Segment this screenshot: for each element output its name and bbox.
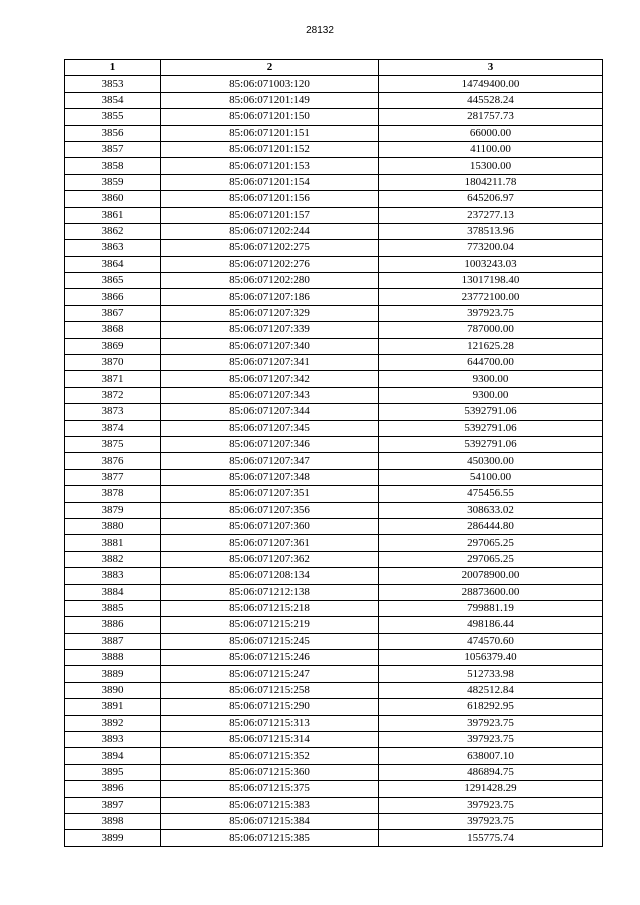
table-row — [65, 535, 603, 551]
table-row — [65, 273, 603, 289]
row-number-cell: 3887 — [65, 633, 161, 649]
cadastral-number-cell: 85:06:071003:120 — [161, 76, 379, 92]
table-row — [65, 650, 603, 666]
cadastral-number-cell: 85:06:071201:154 — [161, 174, 379, 190]
value-cell: 787000.00 — [379, 322, 603, 338]
cadastral-number-cell: 85:06:071207:345 — [161, 420, 379, 436]
cadastral-number-cell: 85:06:071215:352 — [161, 748, 379, 764]
row-number-cell: 3862 — [65, 223, 161, 239]
value-cell: 237277.13 — [379, 207, 603, 223]
row-number-cell: 3883 — [65, 568, 161, 584]
row-number-cell: 3869 — [65, 338, 161, 354]
value-cell: 23772100.00 — [379, 289, 603, 305]
cadastral-number-cell: 85:06:071207:360 — [161, 518, 379, 534]
cadastral-number-cell: 85:06:071207:351 — [161, 486, 379, 502]
table-row — [65, 715, 603, 731]
row-number-cell: 3875 — [65, 436, 161, 452]
table-row — [65, 682, 603, 698]
value-cell: 41100.00 — [379, 141, 603, 157]
cadastral-number-cell: 85:06:071207:340 — [161, 338, 379, 354]
row-number-cell: 3876 — [65, 453, 161, 469]
value-cell: 54100.00 — [379, 469, 603, 485]
table-row — [65, 109, 603, 125]
table-row — [65, 125, 603, 141]
row-number-cell: 3896 — [65, 781, 161, 797]
cadastral-number-cell: 85:06:071207:348 — [161, 469, 379, 485]
row-number-cell: 3863 — [65, 240, 161, 256]
value-cell: 397923.75 — [379, 715, 603, 731]
value-cell: 482512.84 — [379, 682, 603, 698]
row-number-cell: 3890 — [65, 682, 161, 698]
value-cell: 378513.96 — [379, 223, 603, 239]
cadastral-number-cell: 85:06:071215:385 — [161, 830, 379, 846]
table-row — [65, 420, 603, 436]
table-row — [65, 322, 603, 338]
row-number-cell: 3899 — [65, 830, 161, 846]
row-number-cell: 3860 — [65, 191, 161, 207]
table-header-row — [65, 60, 603, 76]
row-number-cell: 3864 — [65, 256, 161, 272]
row-number-cell: 3874 — [65, 420, 161, 436]
table-row — [65, 92, 603, 108]
value-cell: 450300.00 — [379, 453, 603, 469]
value-cell: 14749400.00 — [379, 76, 603, 92]
row-number-cell: 3884 — [65, 584, 161, 600]
table-row — [65, 813, 603, 829]
row-number-cell: 3894 — [65, 748, 161, 764]
row-number-cell: 3873 — [65, 404, 161, 420]
value-cell: 799881.19 — [379, 600, 603, 616]
cadastral-number-cell: 85:06:071215:375 — [161, 781, 379, 797]
value-cell: 66000.00 — [379, 125, 603, 141]
row-number-cell: 3853 — [65, 76, 161, 92]
cadastral-number-cell: 85:06:071202:276 — [161, 256, 379, 272]
cadastral-number-cell: 85:06:071215:219 — [161, 617, 379, 633]
value-cell: 28873600.00 — [379, 584, 603, 600]
cadastral-number-cell: 85:06:071201:151 — [161, 125, 379, 141]
value-cell: 1003243.03 — [379, 256, 603, 272]
value-cell: 645206.97 — [379, 191, 603, 207]
cadastral-number-cell: 85:06:071215:218 — [161, 600, 379, 616]
row-number-cell: 3892 — [65, 715, 161, 731]
table-row — [65, 600, 603, 616]
table-row — [65, 355, 603, 371]
table-row — [65, 469, 603, 485]
table-row — [65, 486, 603, 502]
row-number-cell: 3856 — [65, 125, 161, 141]
row-number-cell: 3861 — [65, 207, 161, 223]
page-number: 28132 — [306, 25, 334, 36]
table-row — [65, 699, 603, 715]
row-number-cell: 3885 — [65, 600, 161, 616]
row-number-cell: 3881 — [65, 535, 161, 551]
table-row — [65, 207, 603, 223]
value-cell: 286444.80 — [379, 518, 603, 534]
table-row — [65, 338, 603, 354]
column-header-2: 2 — [161, 60, 379, 76]
value-cell: 155775.74 — [379, 830, 603, 846]
table-row — [65, 256, 603, 272]
cadastral-number-cell: 85:06:071215:384 — [161, 813, 379, 829]
row-number-cell: 3878 — [65, 486, 161, 502]
table-row — [65, 666, 603, 682]
value-cell: 397923.75 — [379, 305, 603, 321]
table-row — [65, 174, 603, 190]
value-cell: 15300.00 — [379, 158, 603, 174]
table-row — [65, 191, 603, 207]
cadastral-number-cell: 85:06:071207:347 — [161, 453, 379, 469]
cadastral-number-cell: 85:06:071207:186 — [161, 289, 379, 305]
value-cell: 397923.75 — [379, 797, 603, 813]
value-cell: 638007.10 — [379, 748, 603, 764]
row-number-cell: 3868 — [65, 322, 161, 338]
row-number-cell: 3859 — [65, 174, 161, 190]
cadastral-number-cell: 85:06:071208:134 — [161, 568, 379, 584]
row-number-cell: 3855 — [65, 109, 161, 125]
cadastral-number-cell: 85:06:071207:362 — [161, 551, 379, 567]
value-cell: 445528.24 — [379, 92, 603, 108]
table-row — [65, 158, 603, 174]
row-number-cell: 3870 — [65, 355, 161, 371]
row-number-cell: 3866 — [65, 289, 161, 305]
table-row — [65, 748, 603, 764]
row-number-cell: 3865 — [65, 273, 161, 289]
table-row — [65, 240, 603, 256]
value-cell: 397923.75 — [379, 732, 603, 748]
value-cell: 9300.00 — [379, 387, 603, 403]
table-row — [65, 76, 603, 92]
value-cell: 5392791.06 — [379, 436, 603, 452]
cadastral-number-cell: 85:06:071202:244 — [161, 223, 379, 239]
row-number-cell: 3898 — [65, 813, 161, 829]
row-number-cell: 3891 — [65, 699, 161, 715]
table-row — [65, 617, 603, 633]
table-row — [65, 387, 603, 403]
value-cell: 1056379.40 — [379, 650, 603, 666]
table-row — [65, 453, 603, 469]
table-row — [65, 436, 603, 452]
table-row — [65, 568, 603, 584]
cadastral-number-cell: 85:06:071201:156 — [161, 191, 379, 207]
cadastral-number-cell: 85:06:071207:344 — [161, 404, 379, 420]
cadastral-number-cell: 85:06:071207:341 — [161, 355, 379, 371]
row-number-cell: 3897 — [65, 797, 161, 813]
row-number-cell: 3886 — [65, 617, 161, 633]
row-number-cell: 3879 — [65, 502, 161, 518]
value-cell: 13017198.40 — [379, 273, 603, 289]
value-cell: 281757.73 — [379, 109, 603, 125]
value-cell: 20078900.00 — [379, 568, 603, 584]
row-number-cell: 3857 — [65, 141, 161, 157]
cadastral-number-cell: 85:06:071215:258 — [161, 682, 379, 698]
value-cell: 308633.02 — [379, 502, 603, 518]
table-row — [65, 584, 603, 600]
row-number-cell: 3871 — [65, 371, 161, 387]
table-row — [65, 797, 603, 813]
cadastral-number-cell: 85:06:071202:275 — [161, 240, 379, 256]
table-row — [65, 830, 603, 846]
value-cell: 512733.98 — [379, 666, 603, 682]
value-cell: 121625.28 — [379, 338, 603, 354]
table-body — [65, 76, 603, 846]
cadastral-number-cell: 85:06:071201:149 — [161, 92, 379, 108]
row-number-cell: 3882 — [65, 551, 161, 567]
row-number-cell: 3877 — [65, 469, 161, 485]
data-table — [64, 59, 603, 847]
table-row — [65, 289, 603, 305]
table-row — [65, 764, 603, 780]
value-cell: 773200.04 — [379, 240, 603, 256]
value-cell: 475456.55 — [379, 486, 603, 502]
value-cell: 486894.75 — [379, 764, 603, 780]
row-number-cell: 3893 — [65, 732, 161, 748]
value-cell: 297065.25 — [379, 535, 603, 551]
row-number-cell: 3880 — [65, 518, 161, 534]
cadastral-number-cell: 85:06:071207:329 — [161, 305, 379, 321]
cadastral-number-cell: 85:06:071207:342 — [161, 371, 379, 387]
value-cell: 498186.44 — [379, 617, 603, 633]
cadastral-number-cell: 85:06:071207:361 — [161, 535, 379, 551]
table-row — [65, 551, 603, 567]
cadastral-number-cell: 85:06:071215:246 — [161, 650, 379, 666]
cadastral-number-cell: 85:06:071215:290 — [161, 699, 379, 715]
cadastral-number-cell: 85:06:071212:138 — [161, 584, 379, 600]
row-number-cell: 3895 — [65, 764, 161, 780]
cadastral-number-cell: 85:06:071215:313 — [161, 715, 379, 731]
table-row — [65, 781, 603, 797]
value-cell: 9300.00 — [379, 371, 603, 387]
table-row — [65, 371, 603, 387]
cadastral-number-cell: 85:06:071215:360 — [161, 764, 379, 780]
value-cell: 297065.25 — [379, 551, 603, 567]
value-cell: 397923.75 — [379, 813, 603, 829]
value-cell: 618292.95 — [379, 699, 603, 715]
cadastral-number-cell: 85:06:071215:247 — [161, 666, 379, 682]
value-cell: 5392791.06 — [379, 404, 603, 420]
value-cell: 644700.00 — [379, 355, 603, 371]
cadastral-number-cell: 85:06:071215:245 — [161, 633, 379, 649]
cadastral-number-cell: 85:06:071201:153 — [161, 158, 379, 174]
row-number-cell: 3888 — [65, 650, 161, 666]
table-row — [65, 502, 603, 518]
row-number-cell: 3854 — [65, 92, 161, 108]
value-cell: 1291428.29 — [379, 781, 603, 797]
table-row — [65, 732, 603, 748]
cadastral-number-cell: 85:06:071207:339 — [161, 322, 379, 338]
column-header-3: 3 — [379, 60, 603, 76]
row-number-cell: 3889 — [65, 666, 161, 682]
value-cell: 474570.60 — [379, 633, 603, 649]
row-number-cell: 3867 — [65, 305, 161, 321]
cadastral-number-cell: 85:06:071201:157 — [161, 207, 379, 223]
cadastral-number-cell: 85:06:071201:150 — [161, 109, 379, 125]
cadastral-number-cell: 85:06:071207:343 — [161, 387, 379, 403]
table-row — [65, 223, 603, 239]
cadastral-number-cell: 85:06:071207:346 — [161, 436, 379, 452]
cadastral-number-cell: 85:06:071215:383 — [161, 797, 379, 813]
cadastral-number-cell: 85:06:071201:152 — [161, 141, 379, 157]
cadastral-number-cell: 85:06:071215:314 — [161, 732, 379, 748]
value-cell: 5392791.06 — [379, 420, 603, 436]
table-row — [65, 518, 603, 534]
value-cell: 1804211.78 — [379, 174, 603, 190]
table-row — [65, 305, 603, 321]
table-row — [65, 404, 603, 420]
cadastral-number-cell: 85:06:071207:356 — [161, 502, 379, 518]
row-number-cell: 3872 — [65, 387, 161, 403]
row-number-cell: 3858 — [65, 158, 161, 174]
column-header-1: 1 — [65, 60, 161, 76]
table-row — [65, 141, 603, 157]
cadastral-number-cell: 85:06:071202:280 — [161, 273, 379, 289]
table-row — [65, 633, 603, 649]
